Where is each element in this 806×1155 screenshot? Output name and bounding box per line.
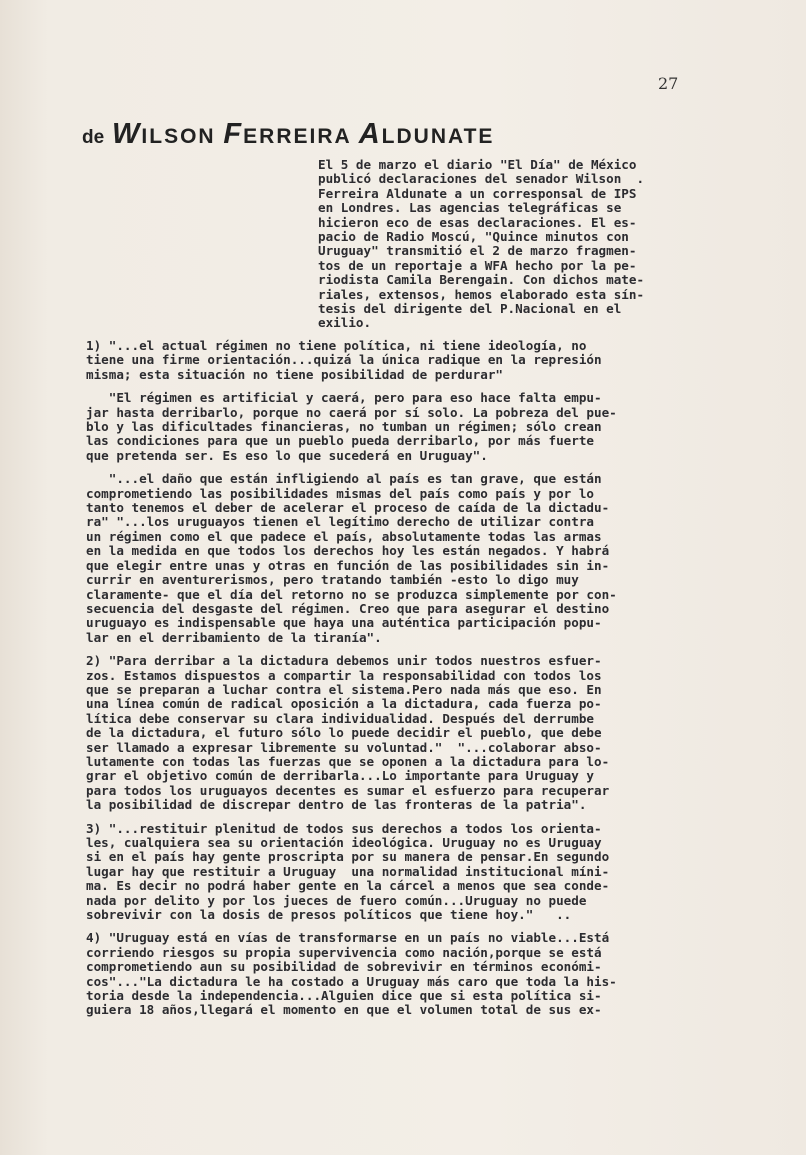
text-line: sobrevivir con la dosis de presos políticos que tiene hoy." .. bbox=[86, 907, 572, 923]
text-line: uruguayo es indispensable que haya una auténtica participación popu- bbox=[86, 615, 602, 631]
heading-word: FERREIRA bbox=[223, 118, 351, 150]
text-line: que se preparan a luchar contra el sistema.Pero nada más que eso. En bbox=[86, 681, 602, 697]
intro-line: riodista Camila Berengain. Con dichos mate- bbox=[318, 272, 645, 288]
text-line: jar hasta derribarlo, porque no caerá por sí solo. La pobreza del pue- bbox=[86, 404, 617, 420]
body-paragraph bbox=[86, 931, 716, 1017]
text-line: blo y las dificultades financieras, no tumban un régimen; sólo crean bbox=[86, 419, 602, 435]
text-line: nada por delito y por los jueces de fuero común...Uruguay no puede bbox=[86, 892, 587, 908]
text-line: lítica debe conservar su clara individualidad. Después del derrumbe bbox=[86, 710, 594, 726]
text-line: 3) "...restituir plenitud de todos sus derechos a todos los orienta- bbox=[86, 820, 602, 836]
text-line: 2) "Para derribar a la dictadura debemos unir todos nuestros esfuer- bbox=[86, 653, 602, 669]
text-line: si en el país hay gente proscripta por su manera de pensar.En segundo bbox=[86, 849, 610, 865]
text-line: lutamente con todas las fuerzas que se oponen a la dictadura para lo- bbox=[86, 753, 610, 769]
text-line: comprometiendo las posibilidades mismas del país como país y por lo bbox=[86, 485, 594, 501]
page-number: 27 bbox=[658, 74, 679, 93]
body-paragraph bbox=[86, 654, 716, 812]
text-line: guiera 18 años,llegará el momento en que el volumen total de sus ex- bbox=[86, 1002, 602, 1018]
intro-line: pacio de Radio Moscú, "Quince minutos con bbox=[318, 229, 629, 245]
text-line: ser llamado a expresar libremente su voluntad." "...colaborar abso- bbox=[86, 739, 602, 755]
text-line: en la medida en que todos los derechos hoy les están negados. Y habrá bbox=[86, 543, 610, 559]
text-line: 1) "...el actual régimen no tiene política, ni tiene ideología, no bbox=[86, 338, 587, 353]
text-line: que elegir entre unas y otras en función de las posibilidades sin in- bbox=[86, 557, 610, 573]
intro-line: exilio. bbox=[318, 315, 372, 331]
text-line: cos"..."La dictadura le ha costado a Uruguay más caro que toda la his- bbox=[86, 973, 617, 989]
text-line: lar en el derribamiento de la tiranía". bbox=[86, 629, 382, 645]
text-line: zos. Estamos dispuestos a compartir la responsabilidad con todos los bbox=[86, 667, 602, 683]
body-paragraph bbox=[86, 822, 716, 923]
heading-word: ALDUNATE bbox=[358, 118, 495, 150]
text-line: currir en aventurerismos, pero tratando también -esto lo digo muy bbox=[86, 572, 579, 588]
text-line: de la dictadura, el futuro sólo lo puede decidir el pueblo, que debe bbox=[86, 725, 602, 741]
text-line: toria desde la independencia...Alguien dice que si esta política si- bbox=[86, 988, 602, 1004]
intro-line: en Londres. Las agencias telegráficas se bbox=[318, 200, 622, 216]
intro-line: riales, extensos, hemos elaborado esta sín- bbox=[318, 286, 645, 302]
text-line: un régimen como el que padece el país, absolutamente todas las armas bbox=[86, 528, 602, 544]
article-heading bbox=[82, 118, 494, 151]
body-paragraph bbox=[86, 472, 716, 645]
intro-paragraph bbox=[318, 158, 710, 331]
body-paragraph bbox=[86, 391, 716, 463]
intro-line: Ferreira Aldunate a un corresponsal de IPS bbox=[318, 185, 637, 201]
text-line: comprometiendo aun su posibilidad de sobrevivir en términos económi- bbox=[86, 959, 602, 975]
text-line: ra" "...los uruguayos tienen el legítimo derecho de utilizar contra bbox=[86, 514, 594, 530]
text-line: lugar hay que restituir a Uruguay una normalidad institucional míni- bbox=[86, 863, 610, 879]
intro-line: hicieron eco de esas declaraciones. El es- bbox=[318, 214, 637, 230]
text-line: 4) "Uruguay está en vías de transformarse en un país no viable...Está bbox=[86, 930, 610, 946]
text-line: que pretenda ser. Es eso lo que sucederá en Uruguay". bbox=[86, 447, 488, 463]
text-line: corriendo riesgos su propia supervivencia como nación,porque se está bbox=[86, 944, 602, 960]
text-line: tiene una firme orientación...quizá la única radique en la represión bbox=[86, 352, 602, 368]
text-line: secuencia del desgaste del régimen. Creo que para asegurar el destino bbox=[86, 600, 610, 616]
intro-line: tesis del dirigente del P.Nacional en el bbox=[318, 301, 622, 317]
heading-prefix: de bbox=[82, 127, 105, 148]
intro-line: El 5 de marzo el diario "El Día" de México bbox=[318, 157, 637, 172]
text-line: la posibilidad de discrepar dentro de las fronteras de la patria". bbox=[86, 797, 587, 813]
body-paragraph bbox=[86, 339, 716, 382]
heading-word: WILSON bbox=[112, 118, 216, 150]
text-line: misma; esta situación no tiene posibilidad de perdurar" bbox=[86, 366, 504, 382]
text-line: ma. Es decir no podrá haber gente en la cárcel a menos que sea conde- bbox=[86, 878, 610, 894]
intro-line: Uruguay" transmitió el 2 de marzo fragmen- bbox=[318, 243, 637, 259]
text-line: "...el daño que están infligiendo al país es tan grave, que están bbox=[86, 471, 602, 487]
text-line: para todos los uruguayos decentes es sumar el esfuerzo para recuperar bbox=[86, 782, 610, 798]
text-line: tanto tenemos el deber de acelerar el proceso de caída de la dictadu- bbox=[86, 500, 610, 516]
text-line: una línea común de radical oposición a la dictadura, cada fuerza po- bbox=[86, 696, 602, 712]
text-line: "El régimen es artificial y caerá, pero para eso hace falta empu- bbox=[86, 390, 602, 406]
intro-line: publicó declaraciones del senador Wilson . bbox=[318, 171, 645, 187]
intro-line: tos de un reportaje a WFA hecho por la pe- bbox=[318, 257, 637, 273]
text-line: las condiciones para que un pueblo pueda derribarlo, por más fuerte bbox=[86, 433, 594, 449]
text-line: grar el objetivo común de derribarla...Lo importante para Uruguay y bbox=[86, 768, 594, 784]
text-line: les, cualquiera sea su orientación ideológica. Uruguay no es Uruguay bbox=[86, 835, 602, 850]
article-body bbox=[86, 339, 716, 1018]
text-line: claramente- que el día del retorno no se produzca simplemente por con- bbox=[86, 586, 617, 602]
